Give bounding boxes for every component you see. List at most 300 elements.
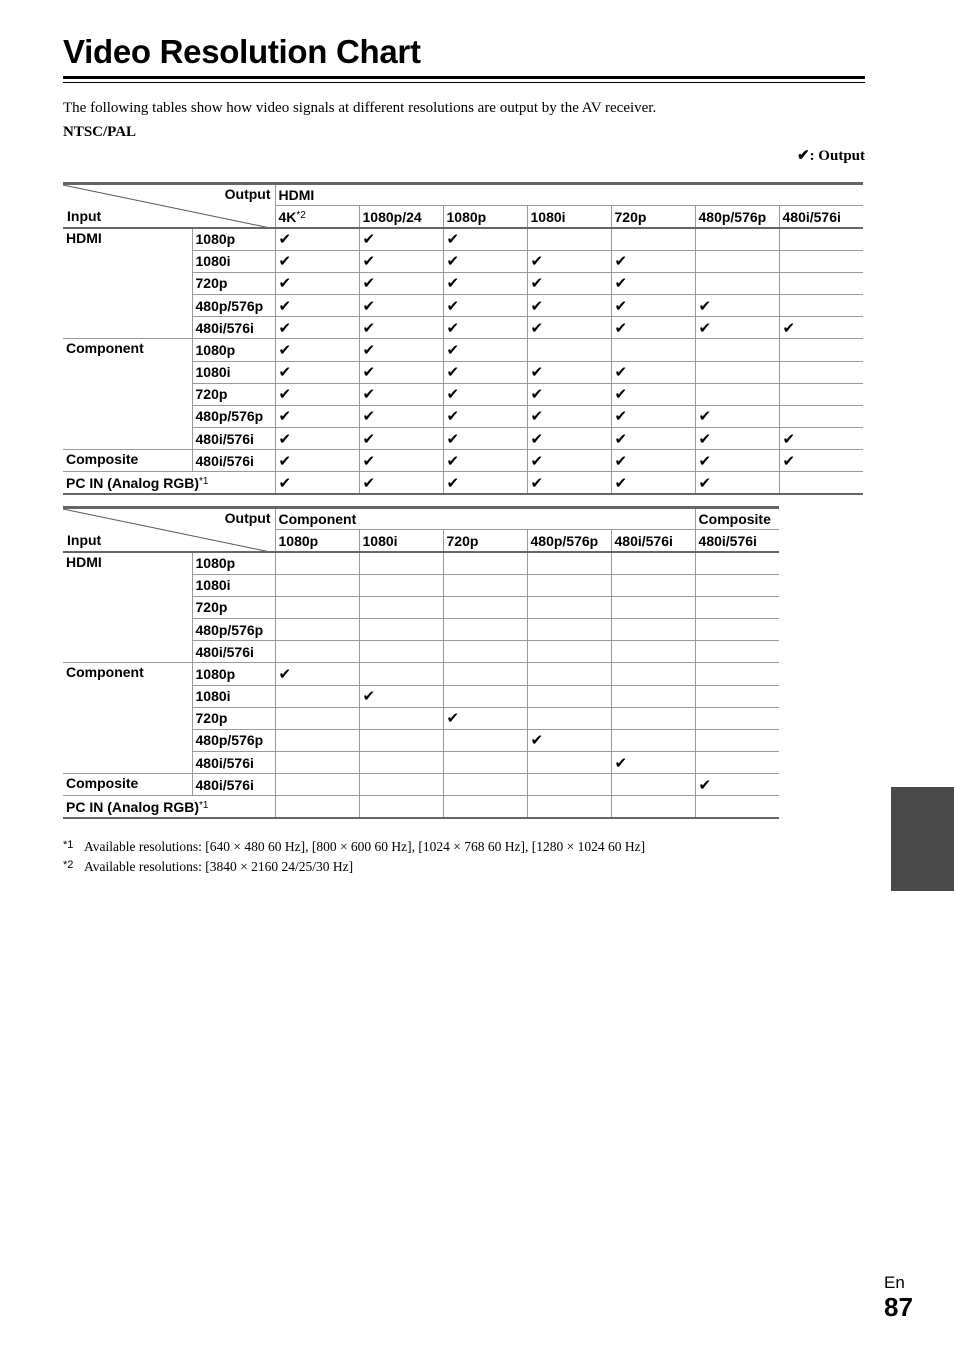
input-resolution: 480p/576p [192,729,275,751]
column-header [359,206,443,228]
output-check-cell [527,317,611,339]
output-check-cell [443,272,527,294]
check-icon: ✔ [446,319,460,337]
check-icon: ✔ [530,364,544,382]
output-check-cell [359,450,443,472]
input-group-name: HDMI [66,229,102,246]
check-icon: ✔ [278,386,292,404]
input-resolution: 480i/576i [192,774,275,796]
check-icon: ✔ [782,430,796,448]
output-check-cell [695,428,779,450]
output-check-cell [611,272,695,294]
column-header-label: 1080p [278,532,319,549]
input-resolution: 1080i [192,250,275,272]
output-check-cell [275,250,359,272]
output-empty-cell [611,707,695,729]
output-check-cell [359,428,443,450]
output-empty-cell [695,707,779,729]
output-empty-cell [359,752,443,774]
output-empty-cell [611,618,695,640]
column-header [443,530,527,552]
output-check-cell [695,317,779,339]
output-check-cell [443,294,527,316]
output-empty-cell [611,685,695,707]
check-icon: ✔ [614,253,628,271]
output-check-cell [527,472,611,494]
check-icon: ✔ [362,452,376,470]
column-header-label: 1080p [446,208,487,225]
footnote-2 [63,856,645,876]
check-icon: ✔ [530,275,544,293]
output-empty-cell [611,552,695,574]
input-group-label [63,472,275,494]
output-empty-cell [695,663,779,685]
footnote-ref: *1 [199,475,209,487]
column-header-label: 720p [614,208,647,225]
input-resolution: 480i/576i [192,450,275,472]
output-check-cell [611,752,695,774]
output-check-cell [359,383,443,405]
table-row [63,552,779,574]
input-resolution: 480i/576i [192,641,275,663]
output-empty-cell [695,574,779,596]
intro-text: The following tables show how video signals at different resolutions are output by the AV receiver. [63,100,657,116]
output-empty-cell [527,752,611,774]
output-empty-cell [779,383,863,405]
output-empty-cell [695,383,779,405]
input-resolution: 1080p [192,339,275,361]
table-row [63,450,863,472]
output-empty-cell [443,663,527,685]
output-check-cell [527,250,611,272]
input-group-label [63,450,192,472]
check-icon: ✔ [530,297,544,315]
output-empty-cell [695,272,779,294]
table-row [63,228,863,250]
output-empty-cell [611,596,695,618]
output-empty-cell [443,796,527,818]
title-rule-thick [63,76,865,79]
output-check-cell [443,339,527,361]
footnote-mark: *1 [63,839,74,851]
output-legend [797,146,865,166]
input-resolution: 1080p [192,552,275,574]
output-check-cell [359,405,443,427]
component-composite-output-table [63,506,779,819]
input-resolution: 720p [192,596,275,618]
output-check-cell [611,294,695,316]
output-check-cell [611,472,695,494]
output-check-cell [275,361,359,383]
input-group-label [63,552,192,663]
check-icon: ✔ [362,341,376,359]
input-resolution: 720p [192,272,275,294]
check-icon: ✔ [796,148,810,164]
output-check-cell [695,294,779,316]
input-resolution: 480i/576i [192,317,275,339]
output-check-cell [359,685,443,707]
check-icon: ✔ [278,665,292,683]
output-empty-cell [779,339,863,361]
output-check-cell [443,428,527,450]
output-empty-cell [611,774,695,796]
input-group-label [63,339,192,450]
output-empty-cell [611,339,695,361]
input-axis-label: Input [67,207,102,224]
output-check-cell [695,405,779,427]
check-icon: ✔ [446,408,460,426]
output-check-cell [275,317,359,339]
output-empty-cell [527,774,611,796]
column-header-label: 480i/576i [698,532,757,549]
check-icon: ✔ [446,386,460,404]
output-check-cell [443,405,527,427]
output-check-cell [527,294,611,316]
input-resolution: 1080i [192,361,275,383]
column-header [695,206,779,228]
check-icon: ✔ [698,297,712,315]
output-empty-cell [527,685,611,707]
footnote-1 [63,836,645,856]
column-header-label: 480p/576p [698,208,767,225]
column-header-label: 480i/576i [782,208,841,225]
page-title: Video Resolution Chart [63,33,421,70]
check-icon: ✔ [278,253,292,271]
check-icon: ✔ [614,319,628,337]
input-resolution: 480i/576i [192,752,275,774]
check-icon: ✔ [782,452,796,470]
column-header [611,530,695,552]
output-empty-cell [611,574,695,596]
output-check-cell [359,294,443,316]
output-empty-cell [359,707,443,729]
check-icon: ✔ [530,452,544,470]
output-empty-cell [527,618,611,640]
output-check-cell [695,472,779,494]
header-row-group [63,508,779,530]
check-icon: ✔ [698,452,712,470]
output-check-cell [359,228,443,250]
output-empty-cell [779,228,863,250]
check-icon: ✔ [362,231,376,249]
output-group-header: HDMI [275,184,863,206]
check-icon: ✔ [362,275,376,293]
input-group-name: HDMI [66,553,102,570]
corner-header [63,508,275,552]
output-empty-cell [443,752,527,774]
legend-label: : Output [809,148,865,164]
check-icon: ✔ [446,474,460,492]
output-empty-cell [779,250,863,272]
output-empty-cell [527,663,611,685]
output-axis-label: Output [224,510,271,526]
check-icon: ✔ [446,364,460,382]
input-group-name: PC IN (Analog RGB) [66,798,199,815]
output-check-cell [443,707,527,729]
output-check-cell [275,339,359,361]
footnote-ref: *1 [199,799,209,811]
check-icon: ✔ [446,430,460,448]
column-header-label: 480p/576p [530,532,599,549]
check-icon: ✔ [698,430,712,448]
check-icon: ✔ [614,297,628,315]
output-empty-cell [275,796,359,818]
input-resolution: 1080p [192,228,275,250]
check-icon: ✔ [278,452,292,470]
output-check-cell [359,272,443,294]
check-icon: ✔ [278,474,292,492]
output-check-cell [527,729,611,751]
output-empty-cell [275,729,359,751]
check-icon: ✔ [278,364,292,382]
output-check-cell [611,450,695,472]
footnote-mark: *2 [63,859,74,871]
output-empty-cell [527,796,611,818]
output-check-cell [359,361,443,383]
output-empty-cell [443,641,527,663]
output-empty-cell [695,685,779,707]
input-group-label [63,663,192,774]
input-resolution: 1080i [192,685,275,707]
output-check-cell [275,405,359,427]
output-empty-cell [527,552,611,574]
check-icon: ✔ [614,754,628,772]
output-check-cell [611,428,695,450]
output-empty-cell [611,729,695,751]
output-empty-cell [443,618,527,640]
check-icon: ✔ [614,430,628,448]
check-icon: ✔ [278,341,292,359]
output-empty-cell [443,685,527,707]
check-icon: ✔ [530,732,544,750]
output-empty-cell [443,574,527,596]
output-empty-cell [695,618,779,640]
chapter-tab-marker [891,787,954,891]
check-icon: ✔ [446,341,460,359]
output-empty-cell [611,641,695,663]
check-icon: ✔ [698,474,712,492]
input-group-name: PC IN (Analog RGB) [66,474,199,491]
check-icon: ✔ [446,231,460,249]
table-row [63,774,779,796]
check-icon: ✔ [530,386,544,404]
check-icon: ✔ [530,253,544,271]
output-check-cell [275,428,359,450]
input-resolution: 480p/576p [192,294,275,316]
output-empty-cell [275,552,359,574]
check-icon: ✔ [446,297,460,315]
output-check-cell [527,383,611,405]
input-resolution: 1080i [192,574,275,596]
output-empty-cell [275,752,359,774]
output-check-cell [275,472,359,494]
output-check-cell [443,228,527,250]
output-empty-cell [611,663,695,685]
table-row [63,472,863,494]
output-empty-cell [695,796,779,818]
input-resolution: 480i/576i [192,428,275,450]
check-icon: ✔ [614,386,628,404]
column-header [275,530,359,552]
header-row-group [63,184,863,206]
check-icon: ✔ [278,231,292,249]
column-header [443,206,527,228]
title-rule-thin [63,82,865,83]
check-icon: ✔ [698,408,712,426]
column-header-label: 4K [278,208,297,225]
output-empty-cell [695,552,779,574]
output-empty-cell [779,405,863,427]
check-icon: ✔ [362,364,376,382]
check-icon: ✔ [362,386,376,404]
output-empty-cell [527,574,611,596]
check-icon: ✔ [614,275,628,293]
column-header [275,206,359,228]
output-check-cell [359,339,443,361]
check-icon: ✔ [530,319,544,337]
output-empty-cell [527,641,611,663]
output-empty-cell [275,618,359,640]
output-empty-cell [275,707,359,729]
input-group-name: Composite [66,451,139,468]
footnotes [63,836,645,876]
check-icon: ✔ [530,474,544,492]
output-empty-cell [527,228,611,250]
output-check-cell [779,450,863,472]
check-icon: ✔ [698,776,712,794]
column-header-label: 1080i [362,532,398,549]
check-icon: ✔ [362,253,376,271]
output-check-cell [275,228,359,250]
output-empty-cell [527,339,611,361]
check-icon: ✔ [278,430,292,448]
input-resolution: 1080p [192,663,275,685]
output-empty-cell [779,294,863,316]
column-header [527,206,611,228]
table-row [63,339,863,361]
output-empty-cell [443,774,527,796]
output-check-cell [527,405,611,427]
input-resolution: 720p [192,383,275,405]
output-check-cell [443,472,527,494]
section-heading: NTSC/PAL [63,124,137,140]
output-empty-cell [443,552,527,574]
output-check-cell [611,250,695,272]
output-check-cell [359,317,443,339]
output-check-cell [443,361,527,383]
output-check-cell [611,405,695,427]
input-resolution: 720p [192,707,275,729]
check-icon: ✔ [278,297,292,315]
output-check-cell [527,272,611,294]
column-header-label: 1080p/24 [362,208,422,225]
output-empty-cell [695,752,779,774]
output-check-cell [695,450,779,472]
output-check-cell [359,250,443,272]
output-check-cell [275,663,359,685]
output-empty-cell [527,596,611,618]
check-icon: ✔ [362,297,376,315]
check-icon: ✔ [614,474,628,492]
check-icon: ✔ [614,452,628,470]
input-group-label [63,228,192,339]
output-empty-cell [695,250,779,272]
check-icon: ✔ [530,408,544,426]
check-icon: ✔ [278,275,292,293]
output-check-cell [275,450,359,472]
output-group-header: Component [275,508,695,530]
check-icon: ✔ [278,319,292,337]
column-header [695,530,779,552]
input-axis-label: Input [67,531,102,548]
check-icon: ✔ [362,688,376,706]
language-label: En [884,1273,905,1292]
output-check-cell [527,450,611,472]
output-empty-cell [527,707,611,729]
check-icon: ✔ [446,275,460,293]
output-empty-cell [695,729,779,751]
output-check-cell [443,317,527,339]
output-check-cell [527,361,611,383]
check-icon: ✔ [446,452,460,470]
footnote-text: Available resolutions: [3840 × 2160 24/25/30 Hz] [84,859,354,874]
output-check-cell [611,361,695,383]
output-check-cell [527,428,611,450]
output-empty-cell [359,663,443,685]
output-empty-cell [359,552,443,574]
output-empty-cell [779,472,863,494]
check-icon: ✔ [362,474,376,492]
check-icon: ✔ [782,319,796,337]
output-check-cell [611,383,695,405]
input-resolution: 480p/576p [192,405,275,427]
check-icon: ✔ [446,710,460,728]
column-header [527,530,611,552]
output-empty-cell [359,618,443,640]
output-check-cell [611,317,695,339]
output-group-header: Composite [695,508,779,530]
output-empty-cell [359,774,443,796]
table-row [63,663,779,685]
output-empty-cell [611,796,695,818]
hdmi-output-table [63,182,863,495]
corner-header [63,184,275,228]
output-empty-cell [695,641,779,663]
output-check-cell [779,317,863,339]
input-resolution: 480p/576p [192,618,275,640]
output-check-cell [359,472,443,494]
output-check-cell [443,450,527,472]
output-empty-cell [275,641,359,663]
output-empty-cell [443,729,527,751]
output-empty-cell [611,228,695,250]
check-icon: ✔ [278,408,292,426]
check-icon: ✔ [362,430,376,448]
output-empty-cell [695,228,779,250]
footnote-text: Available resolutions: [640 × 480 60 Hz], [800 × 600 60 Hz], [1024 × 768 60 Hz], [1280 × 1024 60 Hz] [84,839,646,854]
output-empty-cell [275,774,359,796]
check-icon: ✔ [446,253,460,271]
column-header [779,206,863,228]
check-icon: ✔ [362,408,376,426]
column-header [611,206,695,228]
column-header-label: 720p [446,532,479,549]
input-group-label [63,774,192,796]
output-empty-cell [359,729,443,751]
output-check-cell [275,272,359,294]
column-header [359,530,443,552]
output-check-cell [779,428,863,450]
